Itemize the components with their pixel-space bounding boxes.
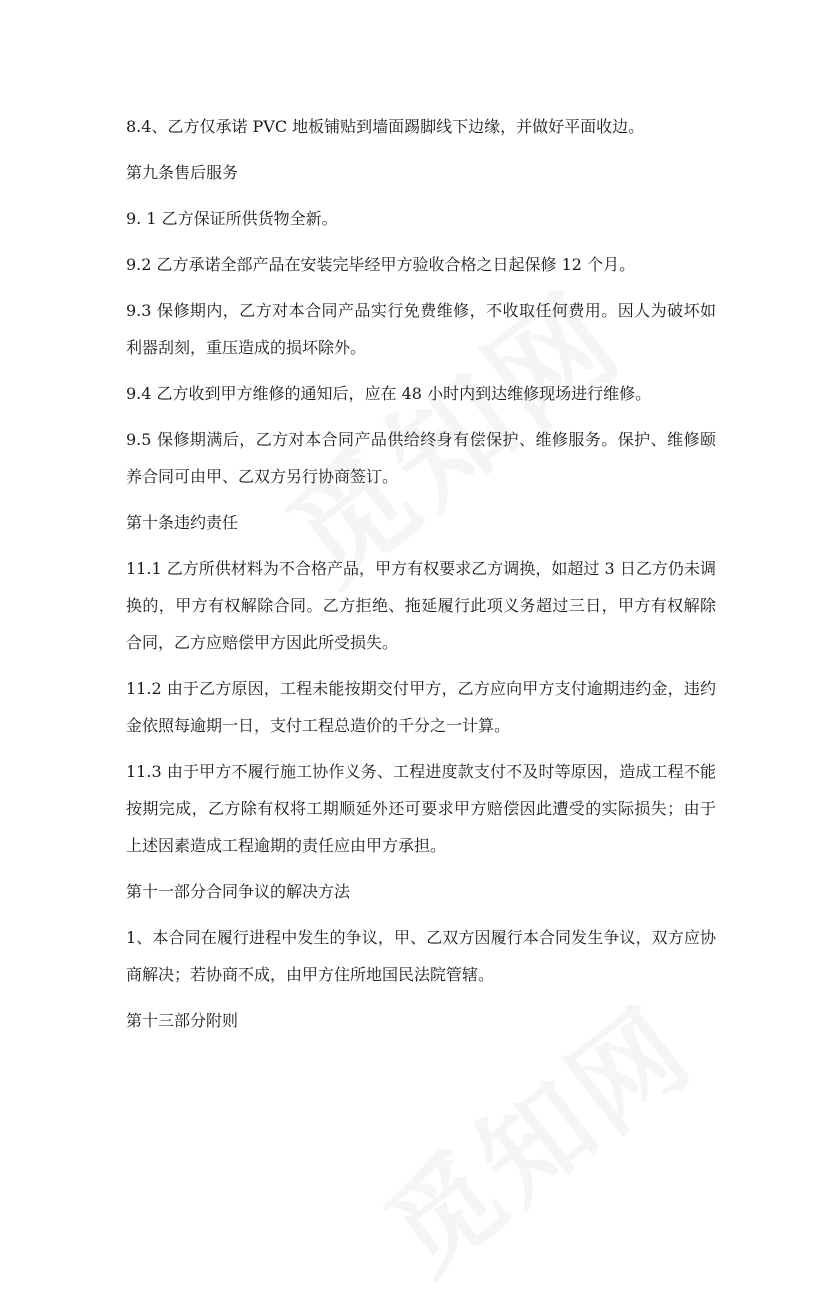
clause-9-5: 9.5 保修期满后，乙方对本合同产品供给终身有偿保护、维修服务。保护、维修颐养合同可由甲、乙双方另行协商签订。 bbox=[126, 430, 716, 486]
clause-11-3: 11.3 由于甲方不履行施工协作义务、工程进度款支付不及时等原因，造成工程不能按期完成，乙方除有权将工期顺延外还可要求甲方赔偿因此遭受的实际损失；由于上述因素造成工程逾期的责任应由甲方承担。 bbox=[126, 762, 716, 855]
clause-9-1: 9. 1 乙方保证所供货物全新。 bbox=[126, 209, 338, 228]
clause-8-4: 8.4、乙方仅承诺 PVC 地板铺贴到墙面踢脚线下边缘，并做好平面收边。 bbox=[126, 117, 645, 136]
clause-9-3: 9.3 保修期内，乙方对本合同产品实行免费维修，不收取任何费用。因人为破坏如利器刮刻，重压造成的损坏除外。 bbox=[126, 301, 716, 357]
section-heading-liability: 第十条违约责任 bbox=[126, 513, 239, 532]
document-body bbox=[126, 108, 716, 1048]
clause-11-1: 11.1 乙方所供材料为不合格产品，甲方有权要求乙方调换，如超过 3 日乙方仍未调换的，甲方有权解除合同。乙方拒绝、拖延履行此项义务超过三日，甲方有权解除合同，乙方应赔偿甲方因此所受损失。 bbox=[126, 559, 716, 652]
section-heading-supplementary: 第十三部分附则 bbox=[126, 1011, 239, 1030]
clause-11-2: 11.2 由于乙方原因，工程未能按期交付甲方，乙方应向甲方支付逾期违约金，违约金依照每逾期一日，支付工程总造价的千分之一计算。 bbox=[126, 679, 716, 735]
section-heading-after-sales: 第九条售后服务 bbox=[126, 163, 239, 182]
dispute-clause-1: 1、本合同在履行进程中发生的争议，甲、乙双方因履行本合同发生争议，双方应协商解决；若协商不成，由甲方住所地国民法院管辖。 bbox=[126, 928, 716, 984]
section-heading-disputes: 第十一部分合同争议的解决方法 bbox=[126, 882, 351, 901]
clause-9-2: 9.2 乙方承诺全部产品在安装完毕经甲方验收合格之日起保修 12 个月。 bbox=[126, 255, 636, 274]
clause-9-4: 9.4 乙方收到甲方维修的通知后，应在 48 小时内到达维修现场进行维修。 bbox=[126, 384, 652, 403]
